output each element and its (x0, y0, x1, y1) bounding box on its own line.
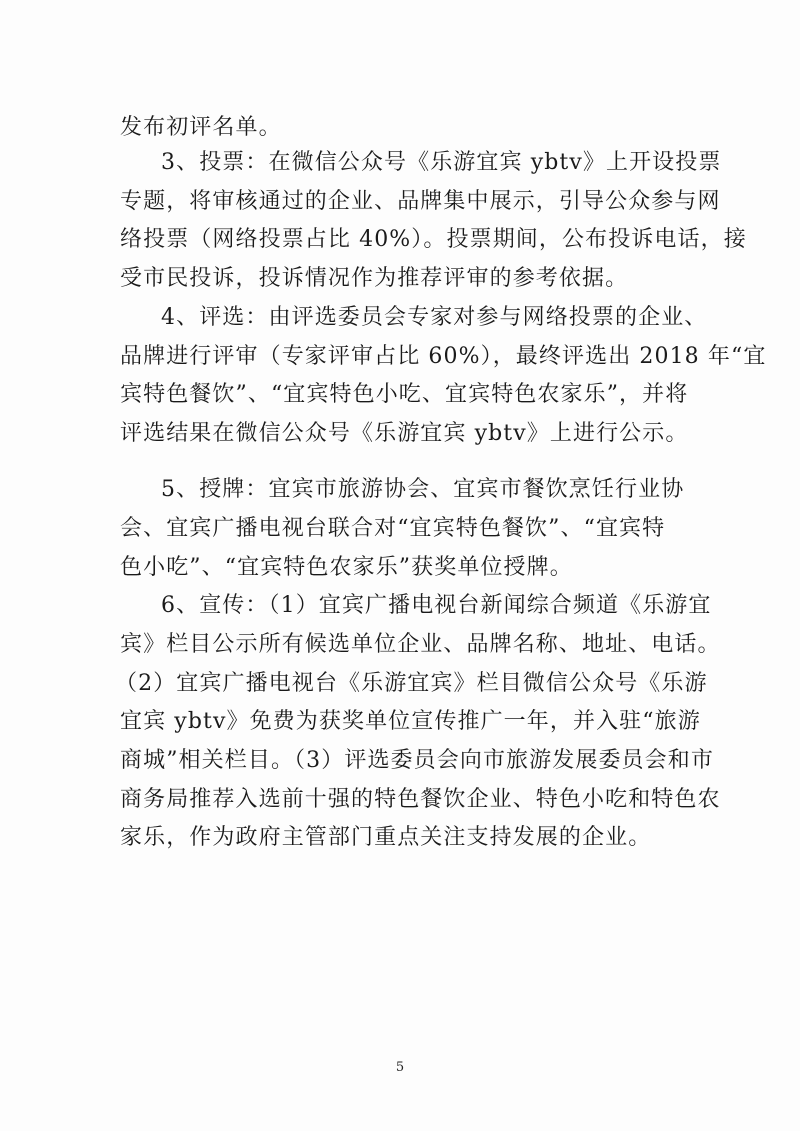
text-line: 宾》栏目公示所有候选单位企业、品牌名称、地址、电话。 (120, 632, 721, 657)
text-line: 宜宾 ybtv》免费为获奖单位宣传推广一年，并入驻“旅游 (120, 709, 701, 734)
page-number: 5 (395, 1060, 405, 1075)
text-line: 受市民投诉，投诉情况作为推荐评审的参考依据。 (120, 266, 629, 291)
text-line: 会、宜宾广播电视台联合对“宜宾特色餐饮”、“宜宾特 (120, 516, 666, 541)
text-line: 5、授牌：宜宾市旅游协会、宜宾市餐饮烹饪行业协 (161, 477, 685, 502)
text-line: 家乐，作为政府主管部门重点关注支持发展的企业。 (120, 825, 652, 850)
text-line: 商城”相关栏目。（3）评选委员会向市旅游发展委员会和市 (120, 748, 714, 773)
text-line: 6、宣传：（1）宜宾广播电视台新闻综合频道《乐游宜 (161, 593, 712, 618)
text-line: 宾特色餐饮”、“宜宾特色小吃、宜宾特色农家乐”，并将 (120, 382, 689, 407)
text-line: 品牌进行评审（专家评审占比 60%），最终评选出 2018 年“宜 (120, 344, 767, 369)
text-line: 络投票（网络投票占比 40%）。投票期间，公布投诉电话，接 (120, 227, 747, 252)
text-line: 评选结果在微信公众号《乐游宜宾 ybtv》上进行公示。 (120, 421, 689, 446)
text-line: 3、投票：在微信公众号《乐游宜宾 ybtv》上开设投票 (161, 150, 722, 175)
text-line: 商务局推荐入选前十强的特色餐饮企业、特色小吃和特色农 (120, 787, 721, 812)
text-line: 专题，将审核通过的企业、品牌集中展示，引导公众参与网 (120, 189, 721, 214)
text-line: 色小吃”、“宜宾特色农家乐”获奖单位授牌。 (120, 555, 573, 580)
text-line: 4、评选：由评选委员会专家对参与网络投票的企业、 (161, 305, 708, 330)
text-line: 发布初评名单。 (120, 115, 282, 140)
text-line: （2）宜宾广播电视台《乐游宜宾》栏目微信公众号《乐游 (115, 671, 708, 696)
